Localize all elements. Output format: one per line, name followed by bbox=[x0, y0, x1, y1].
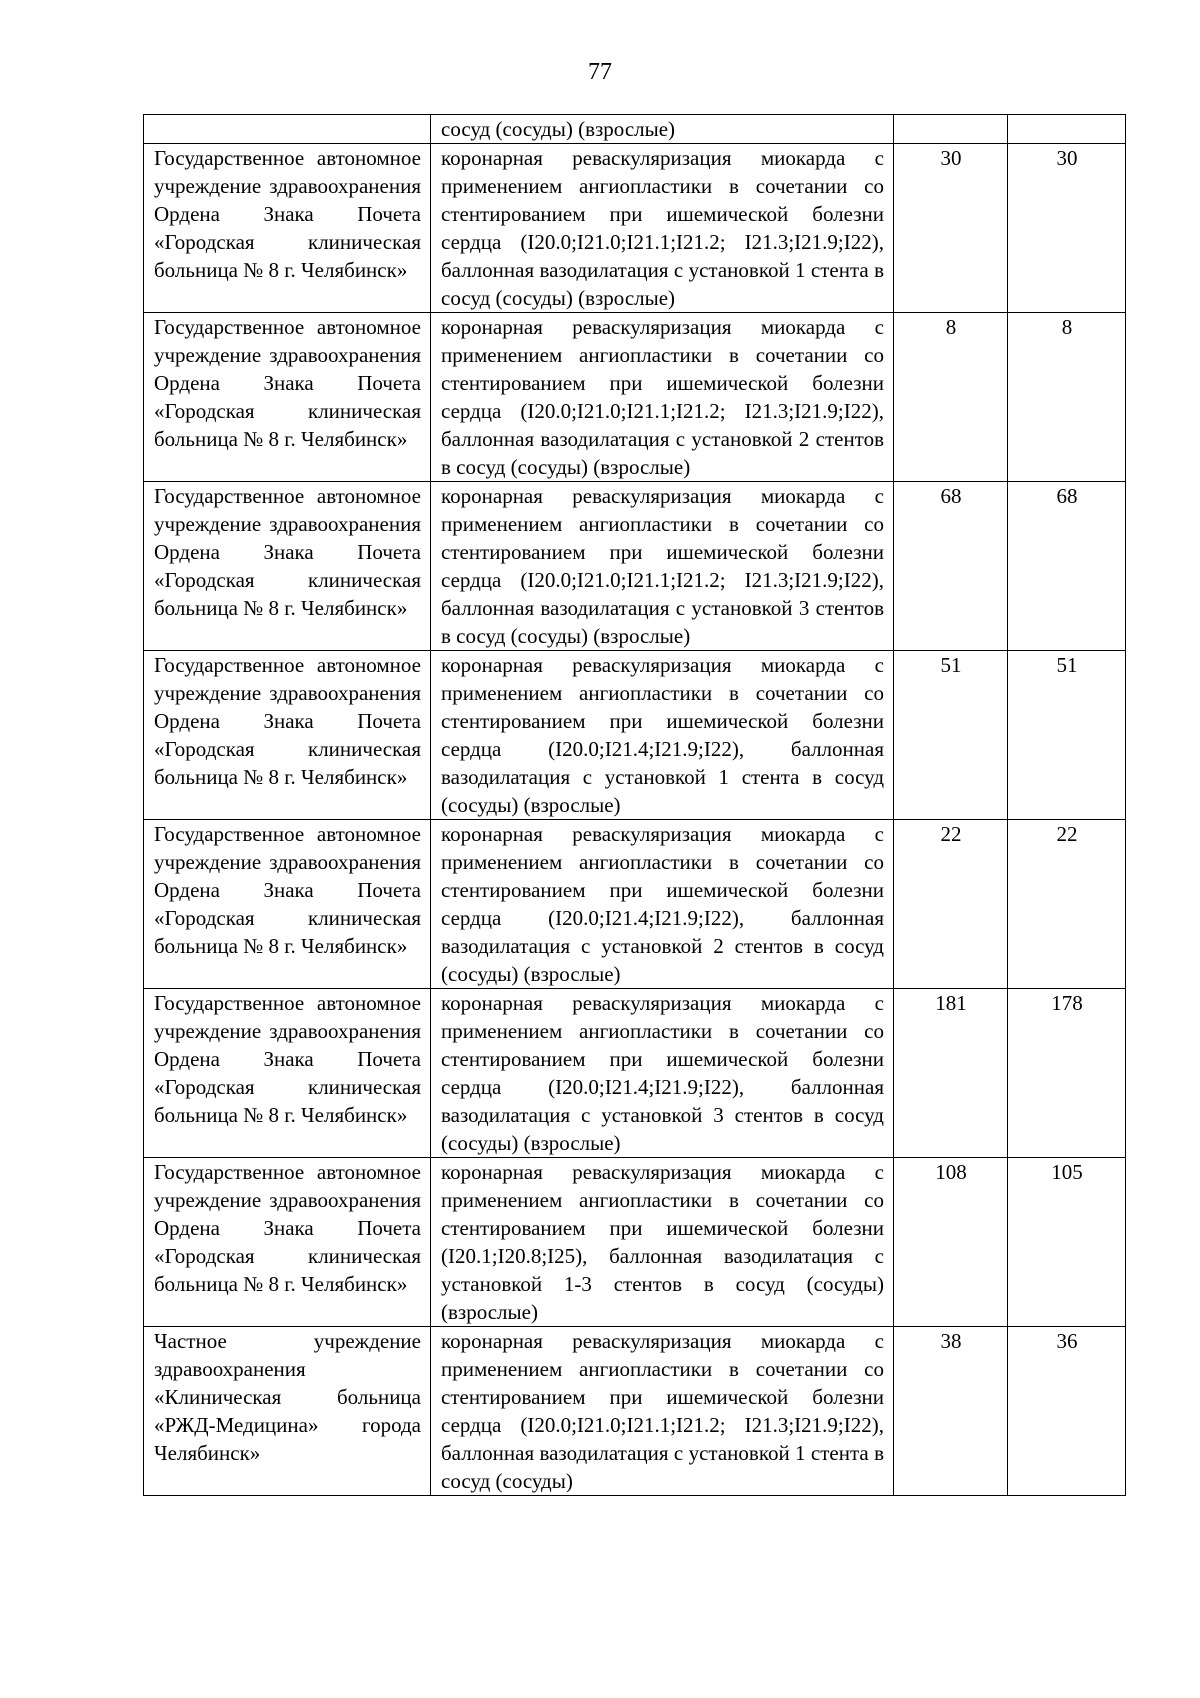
value-1-cell: 181 bbox=[894, 989, 1008, 1158]
value-2-cell: 105 bbox=[1008, 1158, 1126, 1327]
description-cell bbox=[431, 1327, 894, 1496]
value-1-cell bbox=[894, 115, 1008, 144]
table-row bbox=[144, 989, 1126, 1158]
value-2-cell: 36 bbox=[1008, 1327, 1126, 1496]
value-2-cell: 178 bbox=[1008, 989, 1126, 1158]
table-row-continuation bbox=[144, 115, 1126, 144]
table-row bbox=[144, 482, 1126, 651]
description-cell: коронарная реваскуляризация миокарда с применением ангиопластики в сочетании со стентированием при ишемической болезни сердца (I20.0;I21.0;I21.1;I21.2; I21.3;I21.9;I22), баллонная вазодилатация с установкой 1 стента в сосуд (сосуды) (взрослые) bbox=[431, 144, 894, 313]
table-row bbox=[144, 1327, 1126, 1496]
description-cell: коронарная реваскуляризация миокарда с применением ангиопластики в сочетании со стентированием при ишемической болезни (I20.1;I20.8;I25), баллонная вазодилатация с установкой 1-3 стентов в сосуд (сосуды) (взрослые) bbox=[431, 1158, 894, 1327]
page-number: 77 bbox=[588, 59, 612, 85]
table-row bbox=[144, 651, 1126, 820]
description-cell: коронарная реваскуляризация миокарда с применением ангиопластики в сочетании со стентированием при ишемической болезни сердца (I20.0;I21.4;I21.9;I22), баллонная вазодилатация с установкой 1 стента в сосуд (сосуды) (взрослые) bbox=[431, 651, 894, 820]
value-2-cell: 22 bbox=[1008, 820, 1126, 989]
value-2-cell: 8 bbox=[1008, 313, 1126, 482]
organization-cell: Частное учреждение здравоохранения «Клиническая больница «РЖД-Медицина» города Челябинск» bbox=[144, 1327, 431, 1496]
table-row bbox=[144, 313, 1126, 482]
value-2-cell bbox=[1008, 115, 1126, 144]
organization-cell: Государственное автономное учреждение здравоохранения Ордена Знака Почета «Городская клиническая больница № 8 г. Челябинск» bbox=[144, 482, 431, 651]
value-1-cell: 38 bbox=[894, 1327, 1008, 1496]
value-2-cell: 68 bbox=[1008, 482, 1126, 651]
table-row bbox=[144, 144, 1126, 313]
description-text: коронарная реваскуляризация миокарда с применением ангиопластики в сочетании со стентированием при ишемической болезни сердца (I20.0;I21.0;I21.1;I21.2; I21.3;I21.9;I22), баллонная вазодилатация с установкой 1 стента в сосуд (сосуды) bbox=[441, 1329, 884, 1493]
organization-cell: Государственное автономное учреждение здравоохранения Ордена Знака Почета «Городская клиническая больница № 8 г. Челябинск» bbox=[144, 820, 431, 989]
value-1-cell: 30 bbox=[894, 144, 1008, 313]
description-cell: сосуд (сосуды) (взрослые) bbox=[431, 115, 894, 144]
value-1-cell: 22 bbox=[894, 820, 1008, 989]
description-cell: коронарная реваскуляризация миокарда с применением ангиопластики в сочетании со стентированием при ишемической болезни сердца (I20.0;I21.4;I21.9;I22), баллонная вазодилатация с установкой 3 стентов в сосуд (сосуды) (взрослые) bbox=[431, 989, 894, 1158]
value-1-cell: 51 bbox=[894, 651, 1008, 820]
value-1-cell: 8 bbox=[894, 313, 1008, 482]
value-1-cell: 68 bbox=[894, 482, 1008, 651]
value-2-cell: 30 bbox=[1008, 144, 1126, 313]
table-body bbox=[144, 115, 1126, 1496]
table-row bbox=[144, 820, 1126, 989]
organization-cell: Государственное автономное учреждение здравоохранения Ордена Знака Почета «Городская клиническая больница № 8 г. Челябинск» bbox=[144, 651, 431, 820]
organization-cell bbox=[144, 115, 431, 144]
quota-table bbox=[143, 114, 1126, 1496]
description-cell: коронарная реваскуляризация миокарда с применением ангиопластики в сочетании со стентированием при ишемической болезни сердца (I20.0;I21.0;I21.1;I21.2; I21.3;I21.9;I22), баллонная вазодилатация с установкой 3 стентов в сосуд (сосуды) (взрослые) bbox=[431, 482, 894, 651]
description-cell: коронарная реваскуляризация миокарда с применением ангиопластики в сочетании со стентированием при ишемической болезни сердца (I20.0;I21.0;I21.1;I21.2; I21.3;I21.9;I22), баллонная вазодилатация с установкой 2 стентов в сосуд (сосуды) (взрослые) bbox=[431, 313, 894, 482]
organization-cell: Государственное автономное учреждение здравоохранения Ордена Знака Почета «Городская клиническая больница № 8 г. Челябинск» bbox=[144, 144, 431, 313]
description-cell: коронарная реваскуляризация миокарда с применением ангиопластики в сочетании со стентированием при ишемической болезни сердца (I20.0;I21.4;I21.9;I22), баллонная вазодилатация с установкой 2 стентов в сосуд (сосуды) (взрослые) bbox=[431, 820, 894, 989]
organization-cell: Государственное автономное учреждение здравоохранения Ордена Знака Почета «Городская клиническая больница № 8 г. Челябинск» bbox=[144, 989, 431, 1158]
organization-cell: Государственное автономное учреждение здравоохранения Ордена Знака Почета «Городская клиническая больница № 8 г. Челябинск» bbox=[144, 1158, 431, 1327]
value-2-cell: 51 bbox=[1008, 651, 1126, 820]
value-1-cell: 108 bbox=[894, 1158, 1008, 1327]
table-row bbox=[144, 1158, 1126, 1327]
organization-cell: Государственное автономное учреждение здравоохранения Ордена Знака Почета «Городская клиническая больница № 8 г. Челябинск» bbox=[144, 313, 431, 482]
